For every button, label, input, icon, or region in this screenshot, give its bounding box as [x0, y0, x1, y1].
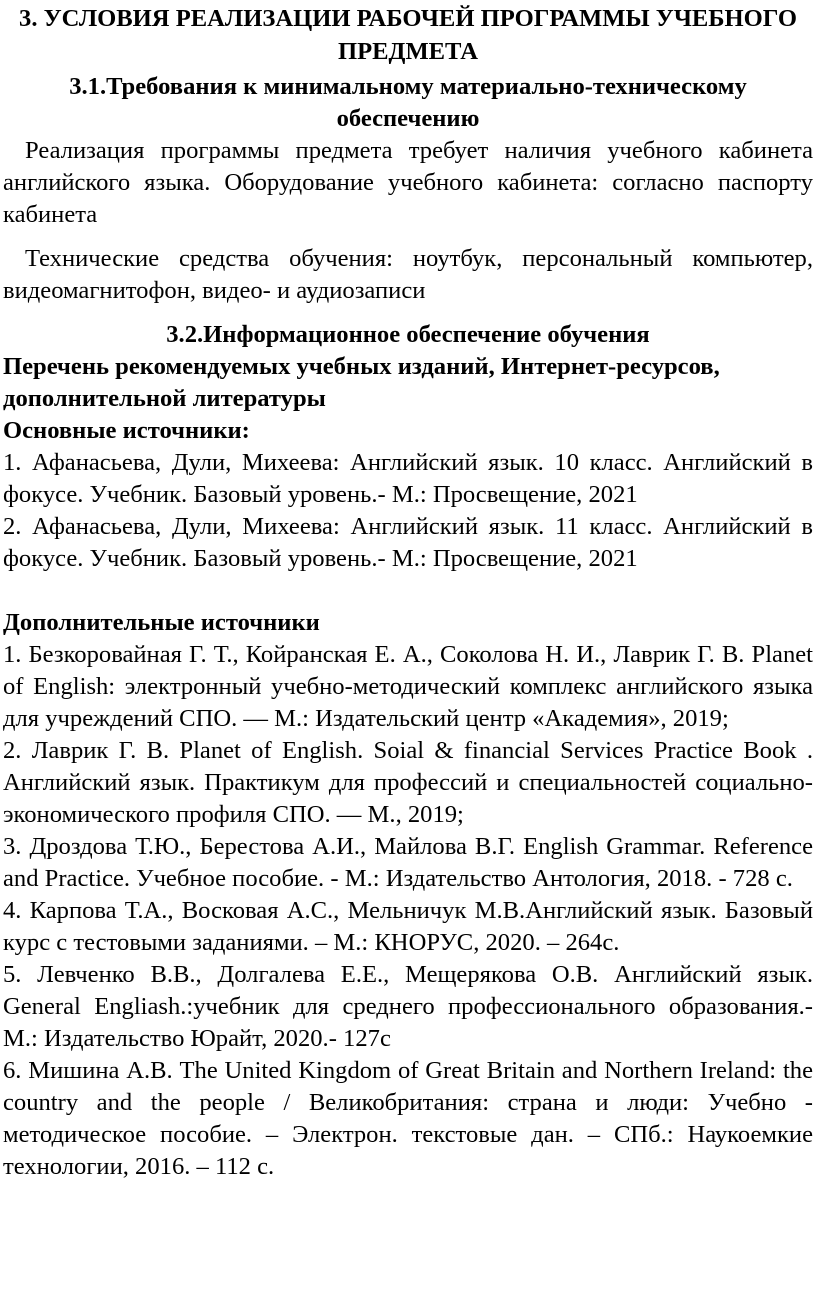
- extra-source-item-1: 1. Безкоровайная Г. Т., Койранская Е. А., Соколова Н. И., Лаврик Г. В. Planet of English: электронный учебно-методический комплекс английского языка для учреждений СПО. — М.: Издательский центр «Академия», 2019;: [3, 641, 813, 732]
- extra-source-item-6: 6. Мишина А.В. The United Kingdom of Great Britain and Northern Ireland: the country and the people / Великобритания: страна и люди: Учебно - методическое пособие. – Электрон. текстовые дан. – СПб.: Наукоемкие технологии, 2016. – 112 с.: [3, 1057, 813, 1180]
- main-sources-title: Основные источники:: [3, 417, 250, 444]
- extra-source-item-4: 4. Карпова Т.А., Восковая А.С., Мельничук М.В.Английский язык. Базовый курс с тестовыми заданиями. – М.: КНОРУС, 2020. – 264с.: [3, 897, 813, 956]
- extra-source-item-3: 3. Дроздова Т.Ю., Берестова А.И., Майлова В.Г. English Grammar. Reference and Practice. Учебное пособие. - М.: Издательство Антология, 2018. - 728 с.: [3, 833, 813, 892]
- section-title: 3. УСЛОВИЯ РЕАЛИЗАЦИИ РАБОЧЕЙ ПРОГРАММЫ УЧЕБНОГО ПРЕДМЕТА: [19, 5, 797, 65]
- paragraph-technical-means: Технические средства обучения: ноутбук, персональный компьютер, видеомагнитофон, видео- и аудиозаписи: [3, 245, 813, 304]
- extra-sources-title: Дополнительные источники: [3, 609, 320, 636]
- main-source-item-1: 1. Афанасьева, Дули, Михеева: Английский язык. 10 класс. Английский в фокусе. Учебник. Базовый уровень.- М.: Просвещение, 2021: [3, 449, 813, 508]
- extra-source-item-2: 2. Лаврик Г. В. Planet of English. Soial & financial Services Practice Book . Английский язык. Практикум для профессий и специальностей социально-экономического профиля СПО. — М., 2019;: [3, 737, 813, 828]
- paragraph-equipment: Реализация программы предмета требует наличия учебного кабинета английского языка. Оборудование учебного кабинета: согласно паспорту кабинета: [3, 137, 813, 228]
- extra-source-item-5: 5. Левченко В.В., Долгалева Е.Е., Мещерякова О.В. Английский язык. General Engliash.:учебник для среднего профессионального образования.- М.: Издательство Юрайт, 2020.- 127с: [3, 961, 813, 1052]
- list-heading: Перечень рекомендуемых учебных изданий, Интернет-ресурсов, дополнительной литературы: [3, 353, 720, 412]
- subsection-title-2: 3.2.Информационное обеспечение обучения: [166, 321, 650, 348]
- main-source-item-2: 2. Афанасьева, Дули, Михеева: Английский язык. 11 класс. Английский в фокусе. Учебник. Базовый уровень.- М.: Просвещение, 2021: [3, 513, 813, 572]
- subsection-title-1: 3.1.Требования к минимальному материально-техническому обеспечению: [69, 73, 747, 132]
